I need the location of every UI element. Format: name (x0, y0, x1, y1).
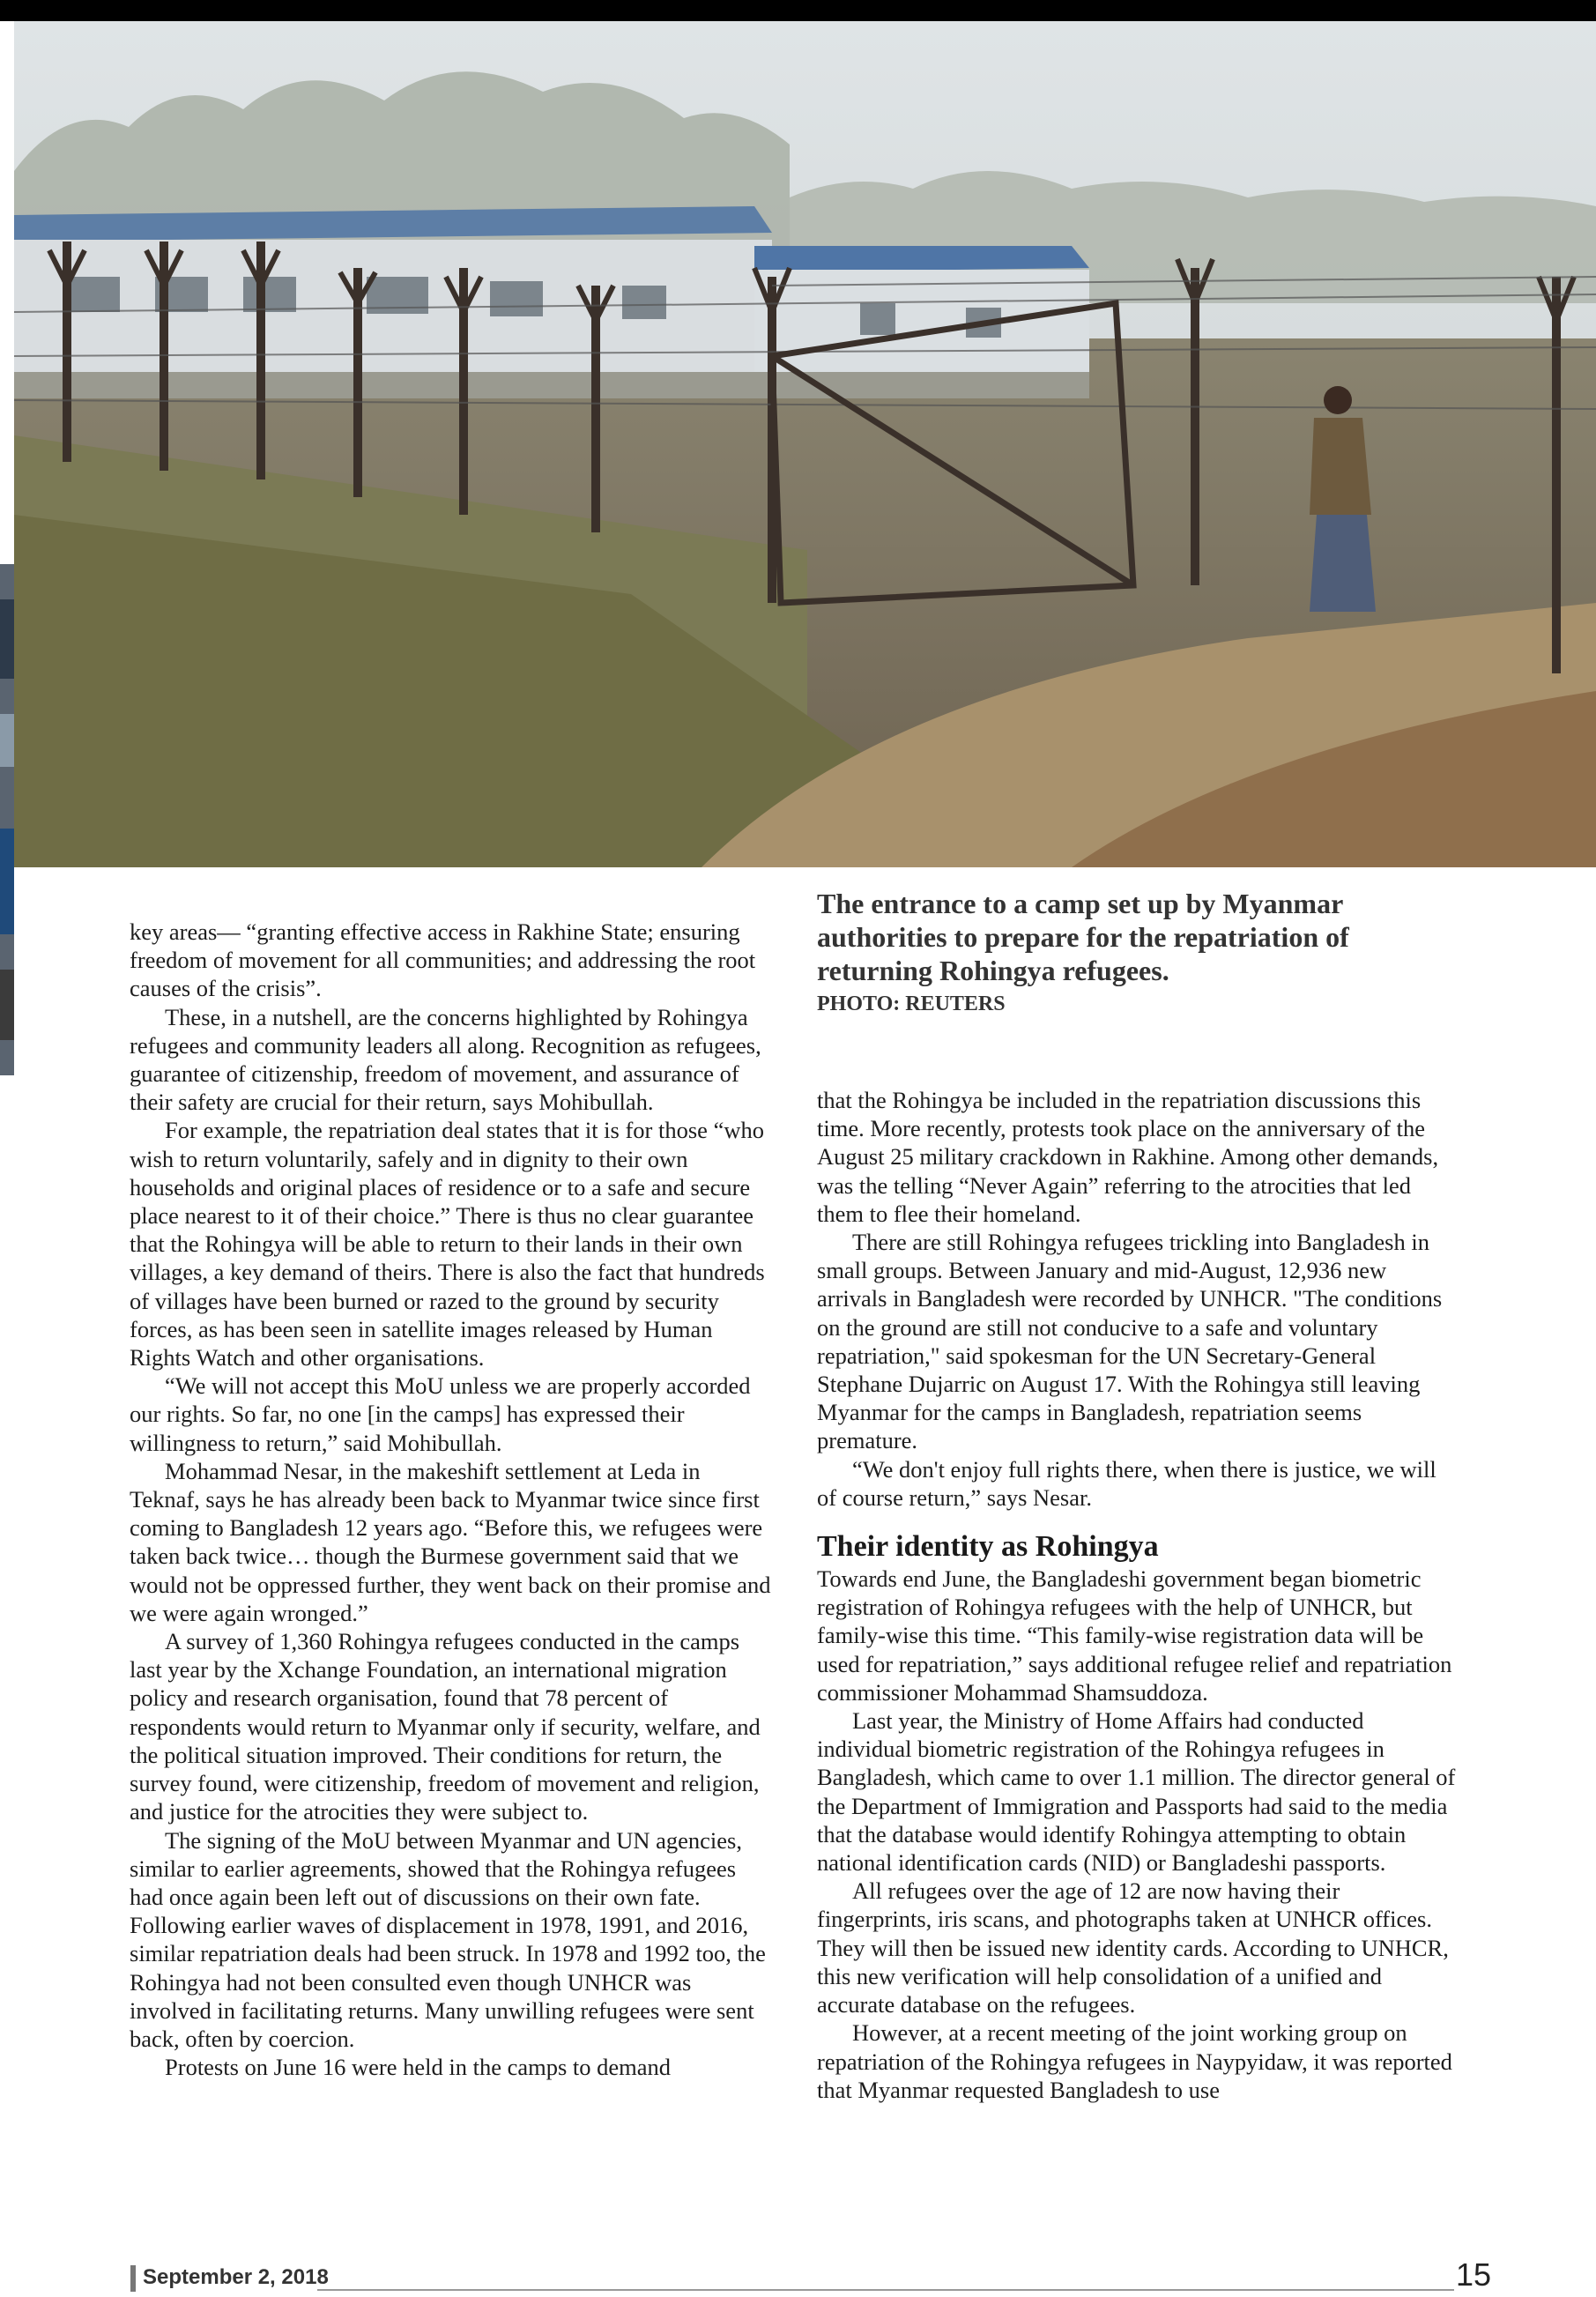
paragraph: These, in a nutshell, are the concerns highlighted by Rohingya refugees and community leaders all along. Recognition as refugees, guarantee of citizenship, freedom of movement, and assurance of their safety are crucial for their return, says Mohibullah. (130, 1003, 761, 1116)
page-number: 15 (1456, 2256, 1492, 2293)
paragraph: Last year, the Ministry of Home Affairs had conducted individual biometric registration of the Rohingya refugees in Bangladesh, which came to over 1.1 million. The director general of the Department of Immigration and Passports had said to the media that the database would identify Rohingya attempting to obtain national identification cards (NID) or Bangladeshi passports. (817, 1707, 1456, 1877)
paragraph: that the Rohingya be included in the repatriation discussions this time. More recently, protests took place on the anniversary of the August 25 military crackdown in Rakhine. Among other demands, was the telling “Never Again” referring to the atrocities that led them to flee their homeland. (817, 1087, 1439, 1227)
section-subhead: Their identity as Rohingya (817, 1530, 1159, 1564)
caption-text: The entrance to a camp set up by Myanmar authorities to prepare for the repatriation of returning Rohingya refugees. (817, 888, 1349, 986)
photo-caption (817, 887, 1451, 1016)
photo-credit: PHOTO: REUTERS (817, 992, 1006, 1015)
paragraph: There are still Rohingya refugees trickling into Bangladesh in small groups. Between January and mid-August, 12,936 new arrivals in Bangladesh were recorded by UNHCR. "The conditions on the ground are still not conducive to a safe and voluntary repatriation," said spokesman for the UN Secretary-General Stephane Dujarric on August 17. With the Rohingya still leaving Myanmar for the camps in Bangladesh, repatriation seems premature. (817, 1229, 1443, 1454)
paragraph: The signing of the MoU between Myanmar and UN agencies, similar to earlier agreements, showed that the Rohingya refugees had once again been left out of discussions on their own fate. Following earlier waves of displacement in 1978, 1991, and 2016, similar repatriation deals had been struck. In 1978 and 1992 too, the Rohingya had not been consulted even though UNHCR was involved in facilitating returns. Many unwilling refugees were sent back, often by coercion. (130, 1826, 766, 2052)
issue-date: September 2, 2018 (143, 2265, 329, 2289)
paragraph: However, at a recent meeting of the joint working group on repatriation of the Rohingya refugees in Naypyidaw, it was reported that Myanmar requested Bangladesh to use (817, 2019, 1452, 2103)
paragraph: Mohammad Nesar, in the makeshift settlement at Leda in Teknaf, says he has already been back to Myanmar twice since first coming to Bangladesh 12 years ago. “Before this, we refugees were taken back twice… though the Burmese government said that we would not be oppressed further, they went back on their promise and we were again wronged.” (130, 1457, 771, 1626)
top-black-bar (0, 0, 1596, 21)
paragraph: Towards end June, the Bangladeshi government began biometric registration of Rohingya refugees with the help of UNHCR, but family-wise this time. “This family-wise registration data will be used for repatriation,” says additional refugee relief and repatriation commissioner Mohammad Shamsuddoza. (817, 1565, 1452, 1706)
paragraph: Protests on June 16 were held in the camps to demand (165, 2054, 672, 2081)
camp-entrance-photo (14, 21, 1596, 867)
footer-accent-bar (130, 2265, 136, 2292)
paragraph: “We will not accept this MoU unless we are properly accorded our rights. So far, no one [in the camps] has expressed their willingness to return,” said Mohibullah. (130, 1372, 751, 1456)
article-left-column (130, 918, 773, 2081)
footer-rule (317, 2289, 1454, 2291)
adjacent-page-edge (0, 564, 14, 1075)
paragraph: key areas— “granting effective access in Rakhine State; ensuring freedom of movement for all communities; and addressing the root causes of the crisis”. (130, 918, 756, 1002)
article-right-column (817, 1086, 1460, 2104)
paragraph: For example, the repatriation deal states that it is for those “who wish to return voluntarily, safely and in dignity to their own households and original places of residence or to a safe and secure place nearest to it of their choice.” There is thus no clear guarantee that the Rohingya will be able to return to their lands in their own villages, a key demand of theirs. There is also the fact that hundreds of villages have been burned or razed to the ground by security forces, as has been seen in satellite images released by Human Rights Watch and other organisations. (130, 1117, 765, 1372)
paragraph: All refugees over the age of 12 are now having their fingerprints, iris scans, and photographs taken at UNHCR offices. They will then be issued new identity cards. According to UNHCR, this new verification will help consolidation of a unified and accurate database on the refugees. (817, 1877, 1449, 2018)
paragraph: “We don't enjoy full rights there, when there is justice, we will of course return,” says Nesar. (817, 1455, 1436, 1511)
paragraph: A survey of 1,360 Rohingya refugees conducted in the camps last year by the Xchange Foundation, an international migration policy and research organisation, found that 78 percent of respondents would return to Myanmar only if security, welfare, and the political situation improved. Their conditions for return, the survey found, were citizenship, freedom of movement and religion, and justice for the atrocities they were subject to. (130, 1628, 761, 1825)
